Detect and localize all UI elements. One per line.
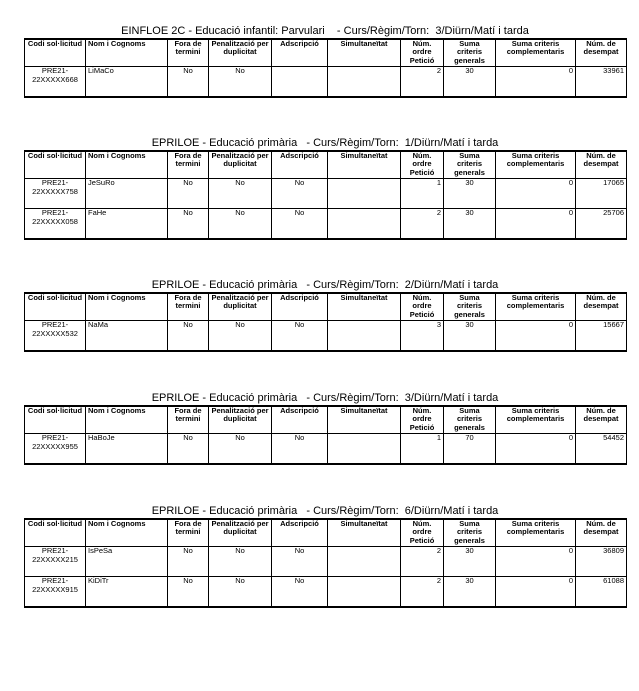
cell-codi: PRE21-22XXXXX758 <box>25 179 86 209</box>
cell-simult <box>328 547 401 577</box>
header-num-desempat: Núm. de desempat <box>576 293 627 321</box>
cell-adscripcio: No <box>272 209 328 240</box>
header-simultaneitat: Simultaneïtat <box>328 151 401 179</box>
cell-fora: No <box>168 321 209 352</box>
header-suma-complementaris: Suma criteris complementaris <box>496 519 576 547</box>
cell-generals: 30 <box>444 547 496 577</box>
cell-nom: NaMa <box>86 321 168 352</box>
section-title: EINFLOE 2C - Educació infantil: Parvulari - Curs/Règim/Torn: 3/Diürn/Matí i tarda <box>121 25 529 37</box>
header-adscripcio: Adscripció <box>272 39 328 67</box>
header-codi: Codi sol·licitud <box>25 406 86 434</box>
cell-generals: 30 <box>444 67 496 98</box>
cell-complementaris: 0 <box>496 547 576 577</box>
cell-ordre: 1 <box>401 179 444 209</box>
cell-adscripcio: No <box>272 179 328 209</box>
cell-generals: 30 <box>444 179 496 209</box>
cell-adscripcio: No <box>272 434 328 465</box>
header-suma-complementaris: Suma criteris complementaris <box>496 293 576 321</box>
header-num-ordre: Núm. ordre Petició <box>401 293 444 321</box>
section-title: EPRILOE - Educació primària - Curs/Règim/Torn: 1/Diürn/Matí i tarda <box>151 137 499 149</box>
cell-penal: No <box>209 179 272 209</box>
header-row <box>25 293 627 321</box>
header-codi: Codi sol·licitud <box>25 519 86 547</box>
header-simultaneitat: Simultaneïtat <box>328 293 401 321</box>
header-num-desempat: Núm. de desempat <box>576 39 627 67</box>
cell-ordre: 2 <box>401 209 444 240</box>
cell-ordre: 2 <box>401 577 444 608</box>
header-num-desempat: Núm. de desempat <box>576 151 627 179</box>
cell-adscripcio <box>272 67 328 98</box>
cell-fora: No <box>168 209 209 240</box>
cell-desempat: 15667 <box>576 321 627 352</box>
cell-adscripcio: No <box>272 547 328 577</box>
header-nom: Nom i Cognoms <box>86 293 168 321</box>
admissions-table <box>24 405 627 465</box>
header-codi: Codi sol·licitud <box>25 39 86 67</box>
header-suma-generals: Suma criteris generals <box>444 39 496 67</box>
header-simultaneitat: Simultaneïtat <box>328 406 401 434</box>
table-row <box>25 321 627 352</box>
cell-complementaris: 0 <box>496 577 576 608</box>
header-suma-complementaris: Suma criteris complementaris <box>496 406 576 434</box>
table-row <box>25 547 627 577</box>
section-title: EPRILOE - Educació primària - Curs/Règim/Torn: 6/Diürn/Matí i tarda <box>151 505 499 517</box>
cell-simult <box>328 577 401 608</box>
cell-codi: PRE21-22XXXXX532 <box>25 321 86 352</box>
cell-desempat: 17065 <box>576 179 627 209</box>
section-title: EPRILOE - Educació primària - Curs/Règim/Torn: 3/Diürn/Matí i tarda <box>151 392 499 404</box>
table-row <box>25 179 627 209</box>
header-codi: Codi sol·licitud <box>25 293 86 321</box>
cell-fora: No <box>168 434 209 465</box>
header-nom: Nom i Cognoms <box>86 39 168 67</box>
header-num-ordre: Núm. ordre Petició <box>401 39 444 67</box>
cell-penal: No <box>209 67 272 98</box>
cell-desempat: 33961 <box>576 67 627 98</box>
cell-codi: PRE21-22XXXXX915 <box>25 577 86 608</box>
cell-penal: No <box>209 547 272 577</box>
header-suma-generals: Suma criteris generals <box>444 151 496 179</box>
cell-adscripcio: No <box>272 577 328 608</box>
cell-adscripcio: No <box>272 321 328 352</box>
admissions-table <box>24 292 627 352</box>
cell-codi: PRE21-22XXXXX668 <box>25 67 86 98</box>
header-row <box>25 151 627 179</box>
cell-nom: LiMaCo <box>86 67 168 98</box>
cell-generals: 70 <box>444 434 496 465</box>
cell-nom: JeSuRo <box>86 179 168 209</box>
header-fora-termini: Fora de termini <box>168 293 209 321</box>
cell-ordre: 2 <box>401 547 444 577</box>
cell-fora: No <box>168 577 209 608</box>
header-adscripcio: Adscripció <box>272 406 328 434</box>
cell-generals: 30 <box>444 209 496 240</box>
cell-fora: No <box>168 547 209 577</box>
header-row <box>25 519 627 547</box>
cell-simult <box>328 434 401 465</box>
cell-complementaris: 0 <box>496 209 576 240</box>
section-title: EPRILOE - Educació primària - Curs/Règim/Torn: 2/Diürn/Matí i tarda <box>151 279 499 291</box>
cell-complementaris: 0 <box>496 321 576 352</box>
cell-complementaris: 0 <box>496 434 576 465</box>
header-adscripcio: Adscripció <box>272 151 328 179</box>
header-row <box>25 406 627 434</box>
header-num-ordre: Núm. ordre Petició <box>401 519 444 547</box>
header-fora-termini: Fora de termini <box>168 406 209 434</box>
header-nom: Nom i Cognoms <box>86 519 168 547</box>
cell-desempat: 36809 <box>576 547 627 577</box>
header-codi: Codi sol·licitud <box>25 151 86 179</box>
cell-simult <box>328 179 401 209</box>
header-suma-complementaris: Suma criteris complementaris <box>496 151 576 179</box>
header-num-ordre: Núm. ordre Petició <box>401 406 444 434</box>
header-simultaneitat: Simultaneïtat <box>328 39 401 67</box>
cell-simult <box>328 67 401 98</box>
cell-nom: IsPeSa <box>86 547 168 577</box>
cell-generals: 30 <box>444 321 496 352</box>
cell-penal: No <box>209 209 272 240</box>
header-penalitzacio: Penalització per duplicitat <box>209 293 272 321</box>
cell-ordre: 1 <box>401 434 444 465</box>
header-adscripcio: Adscripció <box>272 519 328 547</box>
cell-desempat: 54452 <box>576 434 627 465</box>
header-num-desempat: Núm. de desempat <box>576 519 627 547</box>
table-row <box>25 577 627 608</box>
cell-complementaris: 0 <box>496 67 576 98</box>
header-suma-generals: Suma criteris generals <box>444 406 496 434</box>
header-penalitzacio: Penalització per duplicitat <box>209 39 272 67</box>
cell-nom: KiDiTr <box>86 577 168 608</box>
table-row <box>25 209 627 240</box>
admissions-table <box>24 518 627 608</box>
cell-ordre: 2 <box>401 67 444 98</box>
cell-simult <box>328 321 401 352</box>
header-num-ordre: Núm. ordre Petició <box>401 151 444 179</box>
header-suma-complementaris: Suma criteris complementaris <box>496 39 576 67</box>
cell-simult <box>328 209 401 240</box>
cell-nom: FaHe <box>86 209 168 240</box>
cell-desempat: 25706 <box>576 209 627 240</box>
cell-nom: HaBoJe <box>86 434 168 465</box>
header-fora-termini: Fora de termini <box>168 39 209 67</box>
cell-ordre: 3 <box>401 321 444 352</box>
header-num-desempat: Núm. de desempat <box>576 406 627 434</box>
header-penalitzacio: Penalització per duplicitat <box>209 151 272 179</box>
header-penalitzacio: Penalització per duplicitat <box>209 519 272 547</box>
header-simultaneitat: Simultaneïtat <box>328 519 401 547</box>
cell-generals: 30 <box>444 577 496 608</box>
table-row <box>25 67 627 98</box>
cell-fora: No <box>168 179 209 209</box>
header-fora-termini: Fora de termini <box>168 151 209 179</box>
cell-complementaris: 0 <box>496 179 576 209</box>
cell-codi: PRE21-22XXXXX215 <box>25 547 86 577</box>
header-nom: Nom i Cognoms <box>86 151 168 179</box>
admissions-table <box>24 38 627 98</box>
table-row <box>25 434 627 465</box>
cell-fora: No <box>168 67 209 98</box>
header-adscripcio: Adscripció <box>272 293 328 321</box>
cell-codi: PRE21-22XXXXX955 <box>25 434 86 465</box>
header-row <box>25 39 627 67</box>
header-suma-generals: Suma criteris generals <box>444 293 496 321</box>
cell-penal: No <box>209 577 272 608</box>
admissions-table <box>24 150 627 240</box>
header-suma-generals: Suma criteris generals <box>444 519 496 547</box>
header-nom: Nom i Cognoms <box>86 406 168 434</box>
cell-desempat: 61088 <box>576 577 627 608</box>
cell-codi: PRE21-22XXXXX058 <box>25 209 86 240</box>
header-fora-termini: Fora de termini <box>168 519 209 547</box>
header-penalitzacio: Penalització per duplicitat <box>209 406 272 434</box>
cell-penal: No <box>209 321 272 352</box>
cell-penal: No <box>209 434 272 465</box>
